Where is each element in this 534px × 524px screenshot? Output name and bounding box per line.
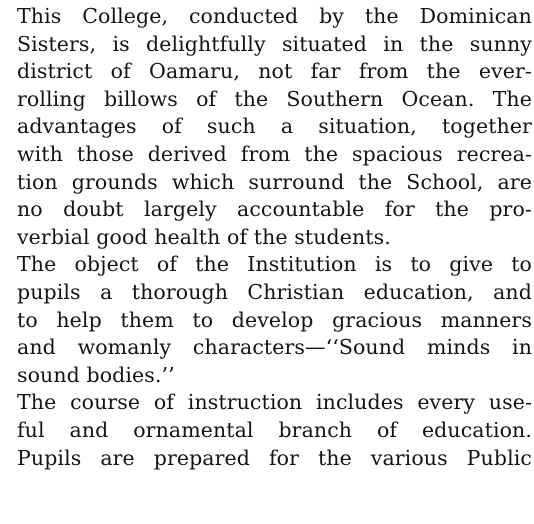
word: in: [383, 31, 404, 56]
word: includes: [315, 390, 404, 415]
text-line: [17, 31, 532, 59]
word: and: [69, 417, 109, 442]
word: recrea-: [456, 141, 532, 166]
text-line: [17, 279, 532, 307]
word: education.: [421, 417, 532, 442]
word: doubt: [63, 197, 124, 222]
text-line: [17, 58, 532, 86]
word: derived: [147, 141, 227, 166]
word: the: [304, 141, 339, 166]
text-line: [17, 445, 532, 473]
text-line: [17, 196, 532, 224]
word: in: [512, 335, 532, 360]
word: various: [370, 445, 448, 470]
word: together: [441, 114, 532, 139]
word: develop: [231, 307, 314, 332]
word: rolling: [17, 86, 86, 111]
word: Public: [466, 445, 532, 470]
word: are: [100, 445, 135, 470]
word: the: [435, 197, 469, 222]
word: such: [206, 114, 256, 139]
word: billows: [104, 86, 178, 111]
word: to: [17, 307, 38, 332]
word: instruction: [187, 390, 303, 415]
word: the: [364, 4, 399, 28]
word: The: [17, 252, 57, 277]
word: the: [317, 445, 352, 470]
word: Christian: [247, 279, 345, 304]
word: of: [110, 59, 131, 84]
word: pro-: [489, 197, 532, 222]
word: ever-: [478, 59, 532, 84]
word: School,: [406, 169, 484, 194]
word: by: [319, 4, 344, 28]
text-line: [17, 417, 532, 445]
word: to: [192, 307, 214, 332]
word: Dominican: [419, 4, 532, 28]
word: The: [492, 86, 532, 111]
paragraph: [17, 3, 532, 251]
paragraph: [17, 389, 532, 472]
word: object: [74, 252, 139, 277]
text-line: [17, 169, 532, 197]
word: and: [493, 279, 532, 304]
text-line: verbial good health of the students.: [17, 224, 391, 249]
word: a: [280, 114, 294, 139]
word: of: [376, 417, 398, 442]
word: them: [120, 307, 174, 332]
word: education,: [363, 279, 474, 304]
word: situated: [281, 31, 367, 56]
word: of: [196, 86, 217, 111]
word: conducted: [188, 4, 299, 28]
text-line: [17, 3, 532, 31]
text-line: [17, 251, 532, 279]
word: for: [384, 197, 415, 222]
word: branch: [278, 417, 353, 442]
word: Ocean.: [401, 86, 475, 111]
word: ful: [17, 417, 45, 442]
word: every: [417, 390, 476, 415]
word: course: [70, 390, 141, 415]
word: those: [76, 141, 134, 166]
word: for: [268, 445, 299, 470]
text-line: [17, 86, 532, 114]
word: the: [419, 31, 454, 56]
word: help: [56, 307, 102, 332]
text-line: [17, 113, 532, 141]
word: use-: [488, 390, 532, 415]
word: This: [17, 4, 62, 28]
word: The: [17, 390, 57, 415]
word: accountable: [237, 197, 365, 222]
word: which: [171, 169, 235, 194]
text-line: [17, 307, 532, 335]
word: from: [358, 59, 409, 84]
text-line: [17, 141, 532, 169]
word: largely: [144, 197, 217, 222]
word: characters—‘‘Sound: [192, 335, 406, 360]
word: prepared: [153, 445, 250, 470]
word: to: [511, 252, 532, 277]
word: grounds: [71, 169, 158, 194]
word: sunny: [469, 31, 532, 56]
word: far: [310, 59, 341, 84]
word: surround: [248, 169, 345, 194]
word: tion: [17, 169, 58, 194]
word: the: [426, 59, 461, 84]
text-line: sound bodies.’’: [17, 362, 175, 387]
word: from: [240, 141, 291, 166]
paragraph: [17, 251, 532, 389]
word: of: [161, 114, 182, 139]
word: give: [449, 252, 494, 277]
word: gracious: [332, 307, 423, 332]
word: Institution: [247, 252, 357, 277]
word: the: [195, 252, 230, 277]
word: Oamaru,: [149, 59, 240, 84]
word: not: [258, 59, 293, 84]
word: minds: [426, 335, 491, 360]
word: advantages: [17, 114, 137, 139]
word: of: [156, 252, 178, 277]
word: is: [112, 31, 130, 56]
word: district: [17, 59, 93, 84]
word: and: [17, 335, 56, 360]
word: spacious: [352, 141, 443, 166]
word: are: [497, 169, 532, 194]
word: the: [234, 86, 269, 111]
text-line: [17, 334, 532, 362]
word: situation,: [318, 114, 417, 139]
word: thorough: [131, 279, 229, 304]
word: womanly: [77, 335, 172, 360]
word: no: [17, 197, 43, 222]
word: College,: [82, 4, 169, 28]
word: delightfully: [146, 31, 266, 56]
article-text: [17, 3, 532, 472]
word: is: [374, 252, 393, 277]
word: manners: [440, 307, 532, 332]
text-line: [17, 389, 532, 417]
word: Pupils: [17, 445, 82, 470]
word: of: [153, 390, 175, 415]
word: a: [100, 279, 113, 304]
word: Sisters,: [17, 31, 97, 56]
word: pupils: [17, 279, 81, 304]
word: the: [358, 169, 393, 194]
word: Southern: [286, 86, 384, 111]
word: with: [17, 141, 63, 166]
word: ornamental: [133, 417, 254, 442]
word: to: [410, 252, 432, 277]
